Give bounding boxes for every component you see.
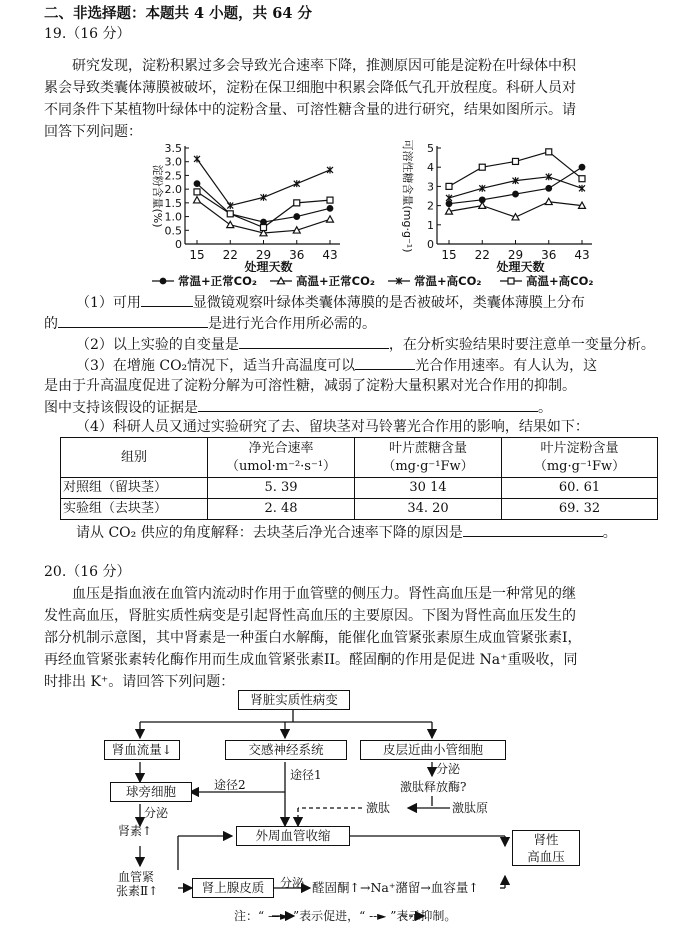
answer-blank[interactable] xyxy=(355,355,415,370)
x-tick-label: 22 xyxy=(474,248,490,262)
q19-sub3-line3: 图中支持该假设的证据是 。 xyxy=(44,397,552,418)
data-point xyxy=(579,176,585,182)
data-point xyxy=(227,211,233,217)
box-jg-cell: 球旁细胞 xyxy=(110,782,192,802)
data-point xyxy=(479,202,486,208)
q19-sub1-line1: （1）可用 显微镜观察叶绿体类囊体薄膜的是否被破坏，类囊体薄膜上分布 xyxy=(76,292,585,313)
data-point xyxy=(294,200,300,206)
y-tick-label: 1 xyxy=(427,218,434,232)
data-point xyxy=(513,191,519,197)
data-point xyxy=(446,201,452,207)
y-tick-label: 2.5 xyxy=(164,169,182,183)
label-kinin-enzyme: 激肽释放酶? xyxy=(400,780,467,794)
results-table xyxy=(60,437,658,520)
y-tick-label: 3 xyxy=(427,180,434,194)
data-point xyxy=(545,198,552,204)
x-tick-label: 29 xyxy=(255,248,272,262)
table-header-group: 组别 xyxy=(61,438,208,478)
q20-number: 20.（16 分） xyxy=(44,564,131,580)
data-point xyxy=(294,180,300,187)
q20-intro-line2: 发性高血压，肾脏实质性病变是引起肾性高血压的主要原因。下图为肾性高血压发生的 xyxy=(44,608,576,624)
legend-marker xyxy=(508,278,514,284)
legend-entry: 高温+正常CO₂ xyxy=(296,274,375,288)
y-axis-label: 可溶性糖含量(mg·g⁻¹) xyxy=(401,140,414,253)
series-line xyxy=(449,167,582,203)
y-tick-label: 3.5 xyxy=(164,142,182,155)
q19-sub4-answer: 请从 CO₂ 供应的角度解释：去块茎后净光合速率下降的原因是 。 xyxy=(76,522,617,543)
legend-marker xyxy=(160,278,166,284)
x-axis-label: 处理天数 xyxy=(244,260,293,272)
box-tubule: 皮层近曲小管细胞 xyxy=(360,740,506,760)
table-header-rate: 净光合速率 （umol·m⁻²·s⁻¹） xyxy=(208,438,355,478)
chart-legend xyxy=(150,272,600,290)
answer-blank[interactable] xyxy=(198,397,538,412)
label-path2: 途径2 xyxy=(214,778,246,792)
box-sympathetic: 交感神经系统 xyxy=(225,740,347,760)
label-secrete2: 分泌 xyxy=(144,806,169,820)
q20-intro-line5: 时排出 K⁺。请回答下列问题： xyxy=(44,674,235,690)
x-tick-label: 22 xyxy=(222,248,238,262)
data-point xyxy=(479,164,485,170)
y-tick-label: 3.0 xyxy=(164,155,182,169)
y-tick-label: 2 xyxy=(427,199,434,213)
x-axis-label: 处理天数 xyxy=(496,260,545,272)
data-point xyxy=(327,166,333,173)
answer-blank[interactable] xyxy=(239,334,389,349)
answer-blank[interactable] xyxy=(463,522,603,537)
box-hypertension: 肾性 高血压 xyxy=(512,830,580,866)
data-point xyxy=(194,155,200,162)
q19-intro-line4: 回答下列问题： xyxy=(44,124,142,140)
legend-entry: 常温+高CO₂ xyxy=(414,274,482,288)
q19-sub3-line1: （3）在增施 CO₂情况下，适当升高温度可以 光合作用速率。有人认为，这 xyxy=(76,355,597,376)
y-tick-label: 4 xyxy=(427,161,434,175)
data-point xyxy=(327,206,333,212)
q19-intro-line2: 累会导致类囊体薄膜被破坏，淀粉在保卫细胞中积累会降低气孔开放程度。科研人员对 xyxy=(44,80,576,96)
answer-blank[interactable] xyxy=(58,313,208,328)
label-renin: 肾素↑ xyxy=(118,824,153,838)
y-tick-label: 0 xyxy=(427,238,434,251)
label-angiotensin-1: 血管紧 xyxy=(118,870,155,884)
data-point xyxy=(194,189,200,195)
table-header-sucrose: 叶片蔗糖含量 （mg·g⁻¹Fw） xyxy=(355,438,502,478)
box-renal-lesion: 肾脏实质性病变 xyxy=(238,690,350,710)
label-aldosterone-chain: 醛固酮↑→Na⁺潴留→血容量↑ xyxy=(312,880,479,895)
starch-chart xyxy=(140,140,350,272)
data-point xyxy=(194,181,200,187)
legend-entry: 高温+高CO₂ xyxy=(526,274,594,288)
answer-blank[interactable] xyxy=(141,292,193,307)
q19-number: 19.（16 分） xyxy=(44,26,131,42)
q19-intro-line3: 不同条件下某植物叶绿体中的淀粉含量、可溶性糖含量的进行研究，结果如图所示。请 xyxy=(44,102,576,118)
x-tick-label: 29 xyxy=(507,248,524,262)
table-header-starch: 叶片淀粉含量 （mg·g⁻¹Fw） xyxy=(502,438,658,478)
box-blood-flow: 肾血流量↓ xyxy=(104,740,180,760)
x-tick-label: 36 xyxy=(289,248,305,262)
data-point xyxy=(194,197,201,203)
q19-sub4: （4）科研人员又通过实验研究了去、留块茎对马铃薯光合作用的影响，结果如下： xyxy=(76,419,589,435)
label-kininogen: 激肽原 xyxy=(452,801,489,815)
label-kinin: 激肽 xyxy=(366,801,391,815)
label-angiotensin-2: 张素Ⅱ↑ xyxy=(116,884,159,898)
label-secrete3: 分泌 xyxy=(280,876,305,890)
sugar-chart xyxy=(392,140,602,272)
q20-intro-line4: 再经血管紧张素转化酶作用而生成血管紧张素II。醛固酮的作用是促进 Na⁺重吸收，同 xyxy=(44,652,578,668)
y-tick-label: 2.0 xyxy=(164,183,182,197)
data-point xyxy=(446,183,452,189)
y-tick-label: 1.5 xyxy=(164,196,182,210)
label-secrete: 分泌 xyxy=(436,762,461,776)
diagram-note: 注：“ —► ”表示促进，“ --► ”表示抑制。 xyxy=(234,909,457,923)
y-tick-label: 0 xyxy=(175,238,182,251)
section-title: 二、非选择题：本题共 4 小题，共 64 分 xyxy=(44,5,312,22)
x-tick-label: 43 xyxy=(574,248,590,262)
table-row: 实验组（去块茎） 2. 48 34. 20 69. 32 xyxy=(61,499,658,520)
x-tick-label: 15 xyxy=(189,248,205,262)
data-point xyxy=(294,214,300,220)
data-point xyxy=(546,149,552,155)
data-point xyxy=(327,197,333,203)
series-line xyxy=(197,184,330,222)
y-tick-label: 0.5 xyxy=(164,224,182,238)
data-point xyxy=(579,185,585,192)
x-tick-label: 43 xyxy=(322,248,338,262)
y-axis-label: 淀粉含量(%) xyxy=(151,164,164,228)
y-tick-label: 5 xyxy=(427,142,434,155)
q19-sub2: （2）以上实验的自变量是 ，在分析实验结果时要注意单一变量分析。 xyxy=(76,334,655,355)
y-tick-label: 1.0 xyxy=(164,210,182,224)
x-tick-label: 36 xyxy=(541,248,557,262)
q19-intro-line1: 研究发现，淀粉积累过多会导致光合速率下降，推测原因可能是淀粉在叶绿体中积 xyxy=(72,58,576,74)
data-point xyxy=(327,216,334,222)
table-row: 对照组（留块茎） 5. 39 30 14 60. 61 xyxy=(61,478,658,499)
legend-entry: 常温+正常CO₂ xyxy=(178,274,257,288)
label-path1: 途径1 xyxy=(290,768,322,782)
data-point xyxy=(513,158,519,164)
data-point xyxy=(261,225,267,231)
box-adrenal: 肾上腺皮质 xyxy=(192,878,274,898)
data-point xyxy=(546,186,552,192)
x-tick-label: 15 xyxy=(441,248,457,262)
q19-sub3-line2: 是由于升高温度促进了淀粉分解为可溶性糖，减弱了淀粉大量积累对光合作用的抑制。 xyxy=(44,378,576,394)
q19-sub1-line2: 的 是进行光合作用所必需的。 xyxy=(44,313,376,334)
data-point xyxy=(579,164,585,170)
q20-intro-line1: 血压是指血液在血管内流动时作用于血管壁的侧压力。肾性高血压是一种常见的继 xyxy=(72,586,576,602)
q20-intro-line3: 部分机制示意图，其中肾素是一种蛋白水解酶，能催化血管紧张素原生成血管紧张素I， xyxy=(44,630,582,646)
box-vasoconstriction: 外周血管收缩 xyxy=(236,826,350,846)
